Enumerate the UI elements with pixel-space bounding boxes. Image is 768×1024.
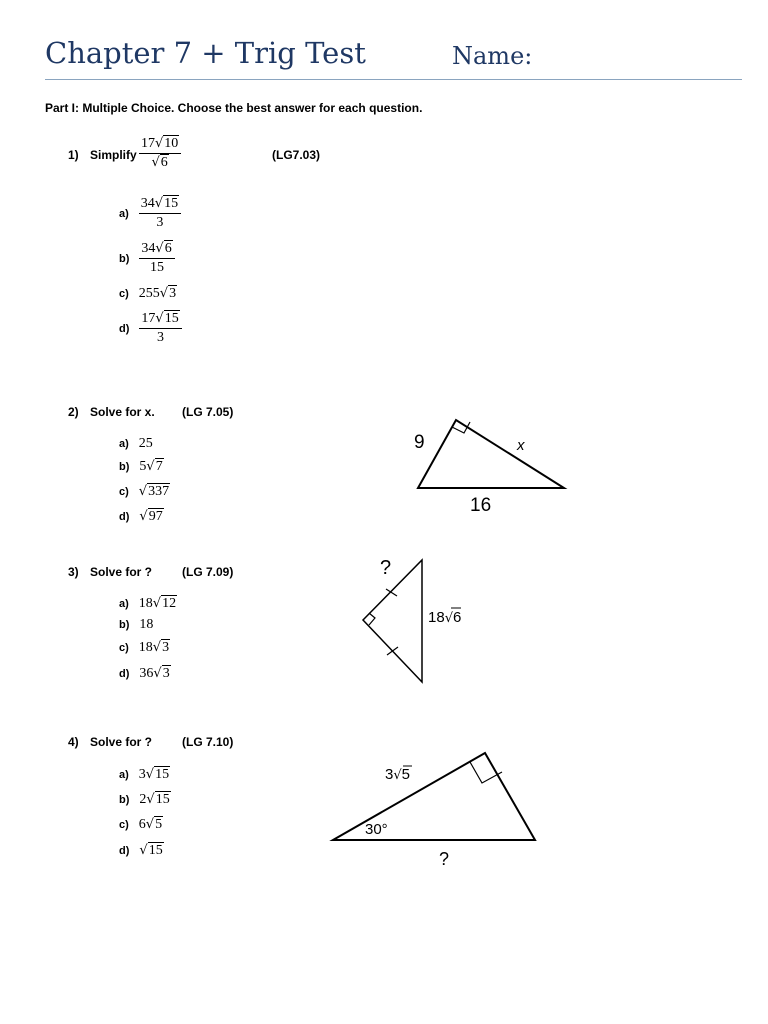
question-3-prompt: Solve for ? [90,565,153,579]
question-4-number: 4) [68,735,79,749]
question-1-option-b[interactable]: b) $\frac{34√6}{15}$ [119,241,175,276]
question-1-option-c[interactable]: c) 255√3 [119,286,177,301]
question-1-option-d[interactable]: d) $\frac{17√15}{3}$ [119,311,182,346]
question-4-option-b[interactable]: b) 2√15 [119,792,170,807]
question-2-option-b[interactable]: b) 5√7 [119,459,163,474]
question-3-unknown-label: ? [380,557,392,579]
question-2-number: 2) [68,405,79,419]
question-4-prompt: Solve for ? [90,735,153,749]
question-2-option-c[interactable]: c) √337 [119,484,170,499]
question-2-leg-label: 9 [414,432,425,453]
part-instructions: Part I: Multiple Choice. Choose the best answer for each question. [45,101,423,115]
question-1-prompt: Simplify [90,148,137,162]
question-4-leg-label: 3√5 [385,766,410,783]
question-3-option-a[interactable]: a) 18√12 [119,596,177,611]
question-4-option-a[interactable]: a) 3√15 [119,767,170,782]
question-3-option-b[interactable]: b) 18 [119,617,154,632]
question-2-x-label: x [517,437,525,454]
question-4-option-d[interactable]: d) √15 [119,843,163,858]
name-label: Name: [452,42,533,70]
question-4-option-c[interactable]: c) 6√5 [119,817,163,832]
question-1-option-a[interactable]: a) $\frac{34√15}{3}$ [119,196,181,231]
question-3-lg: (LG 7.09) [182,565,234,579]
tick-mark [387,647,398,655]
question-3-hyp-label: 18√6 [428,609,462,626]
question-2-option-d[interactable]: d) √97 [119,509,163,524]
question-2-triangle [418,420,564,488]
question-1-number: 1) [68,148,79,162]
question-2-hyp-label: 16 [470,495,492,516]
question-2-prompt: Solve for x. [90,405,155,419]
title-divider [45,79,742,80]
question-4-unknown-label: ? [439,849,450,869]
question-2-lg: (LG 7.05) [182,405,234,419]
right-angle-mark [369,613,375,625]
page-title: Chapter 7 + Trig Test [45,36,366,70]
question-3-number: 3) [68,565,79,579]
question-2-option-a[interactable]: a) 25 [119,436,153,451]
question-4-triangle-figure [325,745,550,875]
question-3-option-d[interactable]: d) 36√3 [119,666,170,681]
question-4-triangle [333,753,535,840]
question-4-angle-label: 30° [365,821,388,838]
question-1-lg: (LG7.03) [272,148,321,162]
question-4-lg: (LG 7.10) [182,735,234,749]
question-2-triangle-figure [400,410,580,520]
question-3-option-c[interactable]: c) 18√3 [119,640,170,655]
question-3-triangle-figure [355,552,475,687]
question-1-expression: $\frac{17√10}{√6}$ [139,136,181,171]
